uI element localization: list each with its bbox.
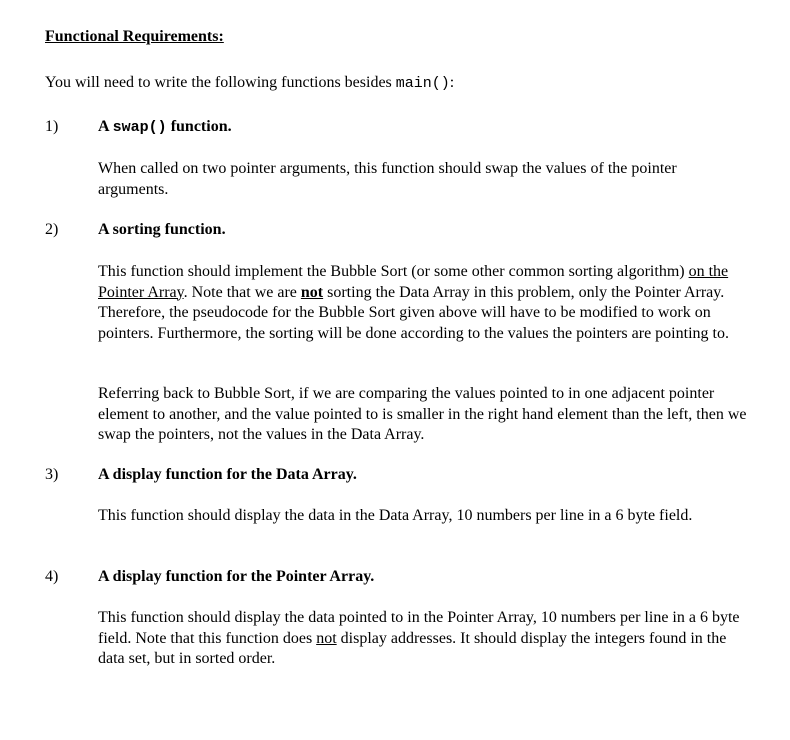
- item-4-p1-text-b: display addresses. It should display the integers found in the data set, but in sorted order.: [98, 629, 727, 667]
- item-title-4: A display function for the Pointer Array.: [98, 568, 375, 585]
- item-2-paragraph-2: Referring back to Bubble Sort, if we are comparing the values pointed to in one adjacent pointer element to another, and the value pointed to is smaller in the right hand element than the left, then we swap the pointers, not the values in the Data Array.: [98, 385, 747, 443]
- item-4-p1-text-a: This function should display the data pointed to in the Pointer Array, 10 numbers per line in a 6 byte field. Note that this function does: [98, 609, 740, 647]
- item-2-p1-underline-1: on the Pointer Array: [98, 263, 729, 301]
- item-title-1-suffix: function.: [166, 118, 232, 135]
- intro-code: main(): [395, 75, 450, 92]
- item-2-p1-text-c: sorting the Data Array in this problem, only the Pointer Array. Therefore, the pseudocode for the Bubble Sort given above will have to be modified to work on pointers. Furthermore, the sorting will be done according to the values the pointers are pointing to.: [98, 283, 729, 342]
- item-4-paragraph: [98, 608, 748, 670]
- item-title-1: [98, 118, 232, 136]
- item-title-1-code: swap(): [112, 119, 167, 136]
- item-2-paragraph-1: [98, 262, 748, 344]
- item-number-1: 1): [45, 118, 59, 135]
- item-2-p1-text-b: . Note that we are: [183, 283, 301, 301]
- intro-suffix: :: [449, 74, 455, 91]
- item-title-2: A sorting function.: [98, 221, 226, 238]
- item-4-p1-underline: not: [316, 629, 337, 647]
- item-3-paragraph: This function should display the data in the Data Array, 10 numbers per line in a 6 byte field.: [98, 507, 693, 524]
- item-1-paragraph: When called on two pointer arguments, this function should swap the values of the pointer arguments.: [98, 160, 677, 198]
- intro-text: You will need to write the following functions besides: [45, 74, 396, 91]
- intro-paragraph: [45, 74, 454, 92]
- item-number-2: 2): [45, 221, 59, 238]
- item-number-3: 3): [45, 466, 59, 483]
- item-number-4: 4): [45, 568, 59, 585]
- section-heading: Functional Requirements:: [45, 28, 224, 45]
- item-2-p1-text-a: This function should implement the Bubble Sort (or some other common sorting algorithm): [98, 263, 689, 280]
- item-2-p1-underline-2: not: [300, 283, 324, 301]
- item-title-1-prefix: A: [98, 118, 113, 135]
- item-title-3: A display function for the Data Array.: [98, 466, 357, 483]
